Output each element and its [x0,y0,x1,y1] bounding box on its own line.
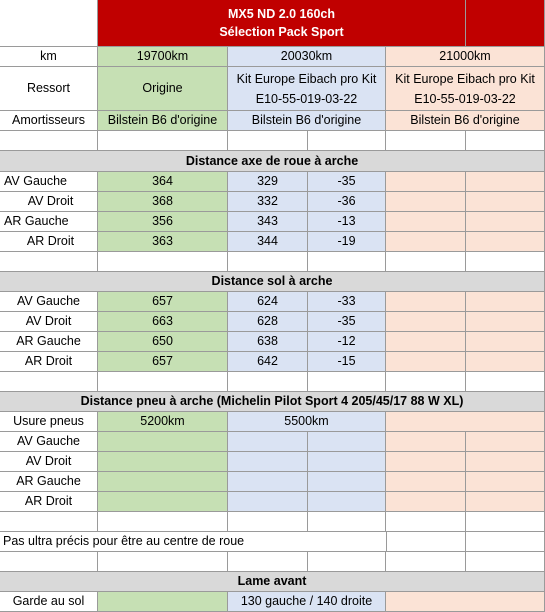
value-origine[interactable] [98,492,228,512]
cell-empty[interactable] [228,372,308,392]
value-third[interactable] [386,192,466,212]
value-diff[interactable]: -35 [308,312,386,332]
ressort-kit-line2: E10-55-019-03-22 [414,91,516,106]
cell-empty[interactable] [386,372,466,392]
value-third-diff[interactable] [466,312,545,332]
ressort-kit-line2: E10-55-019-03-22 [255,91,358,106]
value-third[interactable] [386,212,466,232]
value-origine[interactable]: 657 [98,292,228,312]
usure-origine[interactable]: 5200km [98,412,228,432]
garde-label[interactable]: Garde au sol [0,592,98,612]
row-label[interactable]: AR Droit [0,232,98,252]
value-diff[interactable]: -15 [308,352,386,372]
cell-empty[interactable] [98,372,228,392]
cell-empty[interactable] [466,372,545,392]
garde-eibach[interactable]: 130 gauche / 140 droite [228,592,386,612]
cell-empty[interactable] [466,512,545,532]
value-third-diff[interactable] [466,172,545,192]
value-eibach[interactable]: 332 [228,192,308,212]
value-third[interactable] [386,352,466,372]
value-origine[interactable]: 368 [98,192,228,212]
value-diff[interactable]: -12 [308,332,386,352]
value-third[interactable] [386,172,466,192]
value-third[interactable] [386,432,466,452]
row-label[interactable]: AV Droit [0,312,98,332]
value-third-diff[interactable] [466,452,545,472]
value-eibach[interactable]: 329 [228,172,308,192]
row-label[interactable]: AV Droit [0,452,98,472]
section-header-lame[interactable]: Lame avant [0,572,545,592]
value-third[interactable] [386,232,466,252]
value-third-diff[interactable] [466,432,545,452]
value-origine[interactable]: 356 [98,212,228,232]
value-eibach[interactable] [228,492,308,512]
row-label[interactable]: AV Gauche [0,432,98,452]
cell-empty[interactable] [0,512,98,532]
amortisseurs-eibach[interactable]: Bilstein B6 d'origine [228,111,386,131]
value-third[interactable] [386,332,466,352]
garde-origine[interactable] [98,592,228,612]
amortisseurs-label[interactable]: Amortisseurs [0,111,98,131]
value-eibach[interactable]: 343 [228,212,308,232]
value-origine[interactable]: 364 [98,172,228,192]
value-origine[interactable]: 657 [98,352,228,372]
value-diff[interactable] [308,492,386,512]
title-line1: MX5 ND 2.0 160ch [228,7,335,21]
row-label[interactable]: AR Droit [0,352,98,372]
value-third-diff[interactable] [466,332,545,352]
row-label[interactable]: AR Droit [0,492,98,512]
title-cell[interactable] [98,0,466,47]
row-label[interactable]: AR Gauche [0,212,98,232]
cell-empty[interactable] [98,512,228,532]
row-label[interactable]: AV Gauche [0,172,98,192]
row-label[interactable]: AV Droit [0,192,98,212]
value-eibach[interactable]: 624 [228,292,308,312]
cell-empty[interactable] [98,552,228,572]
ressort-origine[interactable]: Origine [98,67,228,111]
value-origine[interactable]: 663 [98,312,228,332]
value-third-diff[interactable] [466,472,545,492]
cell-empty[interactable] [228,552,308,572]
title-red-end[interactable] [466,0,545,47]
cell-empty[interactable] [308,252,386,272]
cell-empty[interactable] [308,552,386,572]
garde-third[interactable] [386,592,545,612]
usure-third[interactable] [386,412,545,432]
row-label[interactable]: AR Gauche [0,472,98,492]
value-eibach[interactable]: 638 [228,332,308,352]
value-eibach[interactable]: 628 [228,312,308,332]
cell-empty[interactable] [308,131,386,151]
section-header-axe[interactable]: Distance axe de roue à arche [0,151,545,172]
value-third[interactable] [386,472,466,492]
ressort-third[interactable] [386,67,545,111]
cell-empty[interactable] [386,552,466,572]
value-third[interactable] [386,452,466,472]
value-third-diff[interactable] [466,192,545,212]
cell-empty[interactable] [0,252,98,272]
value-third[interactable] [386,312,466,332]
amortisseurs-third[interactable]: Bilstein B6 d'origine [386,111,545,131]
cell-empty[interactable] [466,131,545,151]
amortisseurs-origine[interactable]: Bilstein B6 d'origine [98,111,228,131]
value-third-diff[interactable] [466,212,545,232]
row-label[interactable]: AV Gauche [0,292,98,312]
value-third[interactable] [386,292,466,312]
value-third-diff[interactable] [466,352,545,372]
title-line2: Sélection Pack Sport [219,25,344,39]
value-origine[interactable] [98,452,228,472]
value-third-diff[interactable] [466,232,545,252]
usure-label[interactable]: Usure pneus [0,412,98,432]
value-third-diff[interactable] [466,492,545,512]
value-origine[interactable] [98,432,228,452]
ressort-kit-line1: Kit Europe Eibach pro Kit [395,71,535,86]
section-header-pneu[interactable]: Distance pneu à arche (Michelin Pilot Sport 4 205/45/17 88 W XL) [0,392,545,412]
value-third-diff[interactable] [466,292,545,312]
value-diff[interactable]: -35 [308,172,386,192]
value-eibach[interactable] [228,472,308,492]
cell-empty[interactable] [386,252,466,272]
value-diff[interactable] [308,432,386,452]
km-label[interactable]: km [0,47,98,67]
value-diff[interactable] [308,452,386,472]
value-diff[interactable]: -19 [308,232,386,252]
value-eibach[interactable]: 344 [228,232,308,252]
km-eibach[interactable]: 20030km [228,47,386,67]
value-eibach[interactable] [228,432,308,452]
value-origine[interactable]: 363 [98,232,228,252]
value-third[interactable] [386,492,466,512]
section-header-sol[interactable]: Distance sol à arche [0,272,545,292]
cell-empty[interactable] [466,252,545,272]
cell-empty[interactable] [0,372,98,392]
cell-empty[interactable] [98,131,228,151]
row-label[interactable]: AR Gauche [0,332,98,352]
km-third[interactable]: 21000km [386,47,545,67]
cell-empty[interactable] [308,372,386,392]
cell-empty[interactable] [386,512,466,532]
cell-empty[interactable] [386,131,466,151]
ressort-eibach[interactable] [228,67,386,111]
ressort-label[interactable]: Ressort [0,67,98,111]
usure-eibach[interactable]: 5500km [228,412,386,432]
cell-empty[interactable] [228,252,308,272]
ressort-kit-line1: Kit Europe Eibach pro Kit [236,71,377,86]
value-diff[interactable]: -36 [308,192,386,212]
value-diff[interactable]: -13 [308,212,386,232]
value-eibach[interactable]: 642 [228,352,308,372]
cell-empty[interactable] [0,0,98,47]
cell-empty[interactable] [308,512,386,532]
cell-empty[interactable] [466,552,545,572]
cell-empty[interactable] [228,512,308,532]
value-origine[interactable]: 650 [98,332,228,352]
cell-empty[interactable] [0,552,98,572]
cell-empty[interactable] [466,532,545,552]
km-origine[interactable]: 19700km [98,47,228,67]
cell-empty[interactable] [0,131,98,151]
value-eibach[interactable] [228,452,308,472]
cell-empty[interactable] [386,532,466,552]
cell-empty[interactable] [98,252,228,272]
value-diff[interactable] [308,472,386,492]
value-diff[interactable]: -33 [308,292,386,312]
note-cell[interactable]: Pas ultra précis pour être au centre de roue [0,532,386,552]
value-origine[interactable] [98,472,228,492]
cell-empty[interactable] [228,131,308,151]
